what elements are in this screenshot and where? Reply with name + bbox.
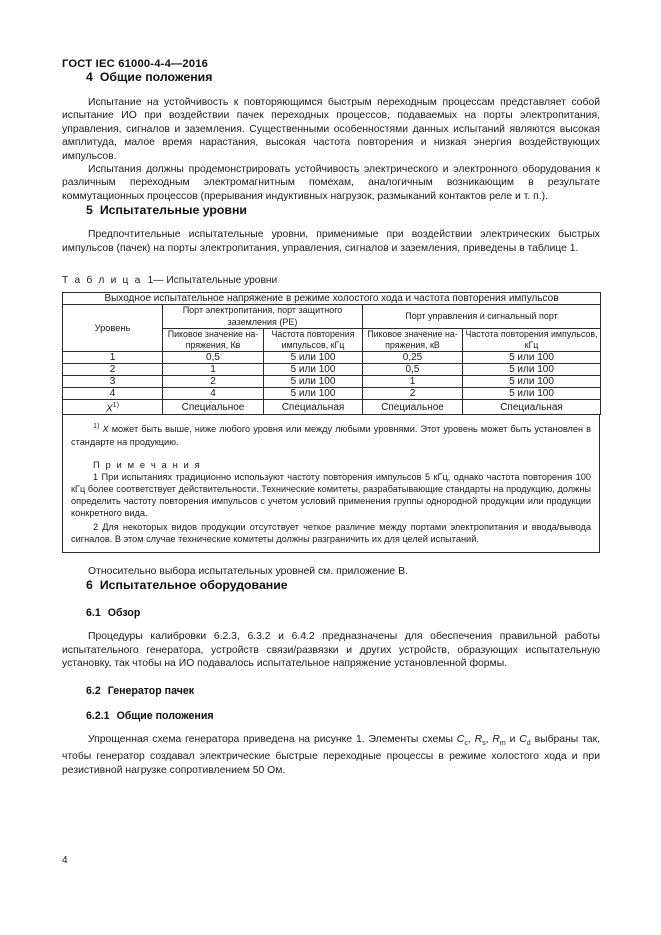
page-number: 4: [62, 855, 68, 866]
cell-freq1: Специальная: [264, 400, 363, 415]
sep2: ,: [485, 733, 493, 745]
section-number-6: 6: [86, 578, 93, 593]
cell-freq1: 5 или 100: [264, 376, 363, 388]
cell-freq2: 5 или 100: [463, 376, 601, 388]
circuit-var-cc: C: [456, 733, 465, 745]
table-caption-label: Т а б л и ц а: [62, 275, 142, 287]
table-caption-dash: —: [153, 275, 164, 287]
sep3: и: [505, 733, 520, 745]
sep1: ,: [467, 733, 475, 745]
section-heading-6: [62, 578, 600, 592]
footnote-marker: 1): [93, 421, 100, 431]
subsection-number-6-1: 6.1: [86, 607, 101, 620]
subsection-title-6-1: Обзор: [107, 607, 141, 620]
note-item: 1 При испытаниях традиционно используют частоту повторения импульсов 5 кГц, однако частота повторения 100 кГц более соответствует действительности. Технические комитеты, разрабатывающие стандарты на продукцию, должны определить частоту повторения импульсов с учетом условий применения группы однородной продукции или продукции конкретного вида.: [71, 471, 591, 519]
document-header: ГОСТ IEC 61000-4-4—2016: [62, 58, 209, 70]
cell-level: 3: [63, 376, 163, 388]
cell-peak1: 0,5: [163, 352, 264, 364]
table-footnotes-box: [62, 415, 600, 553]
section-heading-5: [62, 203, 600, 217]
paragraph-5-after-table: Относительно выбора испытательных уровней см. приложение В.: [88, 566, 408, 578]
cell-peak2: 0,5: [363, 364, 463, 376]
paragraph-6-1-1: Процедуры калибровки 6.2.3, 6.3.2 и 6.4.2 предназначены для обеспечения правильной работы испытательного генератора, устройств связи/развязки и других устройств, образующих испытательную установку, так чтобы на ИО подавалось испытательное напряжение установленной формы.: [62, 631, 600, 670]
subsection-heading-6-2-1: [62, 697, 600, 722]
table-header-peak-kv-control: Пиковое значение напряжения, кВ: [363, 329, 463, 352]
table-banner-row: [63, 293, 601, 305]
table-row: [63, 352, 601, 364]
table-caption-number: 1: [147, 275, 154, 287]
cell-peak1: 2: [163, 376, 264, 388]
table-header-freq-power: Частота повторения импульсов, кГц: [264, 329, 363, 352]
table-row: [63, 388, 601, 400]
page-content: [62, 0, 600, 777]
table-row: [63, 376, 601, 388]
cell-peak2: Специальное: [363, 400, 463, 415]
cell-freq2: 5 или 100: [463, 388, 601, 400]
subsection-heading-6-2: [62, 671, 600, 697]
cell-peak2: 2: [363, 388, 463, 400]
table-header-level: Уровень: [63, 305, 163, 352]
cell-level-x-footnote-marker: 1): [112, 400, 120, 410]
para-text-lead: Упрощенная схема генератора приведена на рисунке 1. Элементы схемы: [88, 733, 457, 745]
paragraph-6-2-1-1: [62, 722, 600, 777]
table-footnote: [71, 420, 591, 447]
section-heading-4: [62, 70, 600, 84]
circuit-var-rs: R: [474, 733, 483, 745]
circuit-var-cc-sub: c: [464, 739, 468, 747]
cell-level-x-symbol: X: [105, 403, 113, 415]
table-banner-cell: Выходное испытательное напряжение в режиме холостого хода и частота повторения импульсов: [63, 293, 601, 305]
table-caption-title: Испытательные уровни: [166, 275, 278, 287]
table-row: [63, 400, 601, 415]
table-header-peak-kv-power: Пиковое значение напряжения, Кв: [163, 329, 264, 352]
footnote-text: может быть выше, ниже любого уровня или между любыми уровнями. Этот уровень может быть установлен в стандарте на продукцию.: [71, 424, 591, 447]
cell-freq1: 5 или 100: [264, 364, 363, 376]
footnote-variable: X: [102, 424, 109, 435]
table-group-header-row: [63, 305, 601, 329]
cell-level-x: [63, 400, 163, 415]
subsection-number-6-2: 6.2: [86, 684, 101, 697]
table-row: [63, 364, 601, 376]
cell-peak1: 1: [163, 364, 264, 376]
cell-level: 2: [63, 364, 163, 376]
cell-level: 4: [63, 388, 163, 400]
section-number-5: 5: [86, 203, 93, 218]
cell-freq1: 5 или 100: [264, 352, 363, 364]
table-caption: [62, 255, 600, 292]
section-title-5: Испытательные уровни: [99, 203, 247, 218]
subsection-number-6-2-1: 6.2.1: [86, 709, 110, 722]
cell-peak2: 1: [363, 376, 463, 388]
paragraph-5-1: Предпочтительные испытательные уровни, применимые при воздействии электрических быстрых импульсов (пачек) на порты электропитания, управления, сигналов и заземления, приведены в таблице 1.: [62, 229, 600, 254]
section-title-4: Общие положения: [99, 70, 213, 84]
para-text-tail: выбраны так, чтобы генератор создавал электрические быстрые переходные процессы в режиме холостого хода и при резистивной нагрузке сопротивлением 50 Ом.: [62, 733, 601, 776]
circuit-var-rs-sub: s: [482, 739, 486, 747]
section-number-4: 4: [86, 70, 93, 84]
table-header-freq-control: Частота повторения импульсов, кГц: [463, 329, 601, 352]
table-header-control-port: Порт управления и сигнальный порт: [363, 305, 601, 329]
cell-peak1: 4: [163, 388, 264, 400]
test-levels-table: [62, 292, 601, 415]
subsection-heading-6-1: [62, 592, 600, 619]
note-item: 2 Для некоторых видов продукции отсутствует четкое различие между портами электропитания и ввода/вывода сигналов. В этом случае технические комитеты должны разграничить их для целей испытаний.: [71, 521, 591, 544]
table-header-power-port: Порт электропитания, порт защитного заземления (PE): [163, 305, 363, 329]
cell-peak1: Специальное: [163, 400, 264, 415]
cell-freq1: 5 или 100: [264, 388, 363, 400]
section-title-6: Испытательное оборудование: [99, 578, 288, 593]
cell-freq2: 5 или 100: [463, 352, 601, 364]
circuit-var-cd-sub: d: [526, 739, 531, 747]
cell-level: 1: [63, 352, 163, 364]
paragraph-4-1: Испытание на устойчивость к повторяющимся быстрым переходным процессам представляет собой испытание ИО при воздействии пачек переходных процессов, подаваемых на порты электропитания, управления, сигналов и заземления. Существенными особенностями данных испытаний являются высокая амплитуда, малое время нарастания, высокая частота повторения и низкая энергия воздействующих импульсов.: [62, 97, 600, 162]
subsection-title-6-2-1: Общие положения: [116, 709, 214, 722]
notes-title: П р и м е ч а н и я: [93, 458, 202, 470]
subsection-title-6-2: Генератор пачек: [107, 684, 195, 697]
circuit-var-rm-sub: m: [499, 739, 506, 747]
circuit-var-rm: R: [492, 733, 500, 745]
cell-freq2: 5 или 100: [463, 364, 601, 376]
circuit-var-cd: C: [519, 733, 527, 745]
cell-peak2: 0,25: [363, 352, 463, 364]
cell-freq2: Специальная: [463, 400, 601, 415]
paragraph-4-2: Испытания должны продемонстрировать устойчивость электрического и электронного оборудования к различным переходным электромагнитным помехам, аналогичным возникающим в результате коммутационных процессов (прерывания индуктивных нагрузок, размыканий контактов реле и т. п.).: [62, 164, 600, 202]
